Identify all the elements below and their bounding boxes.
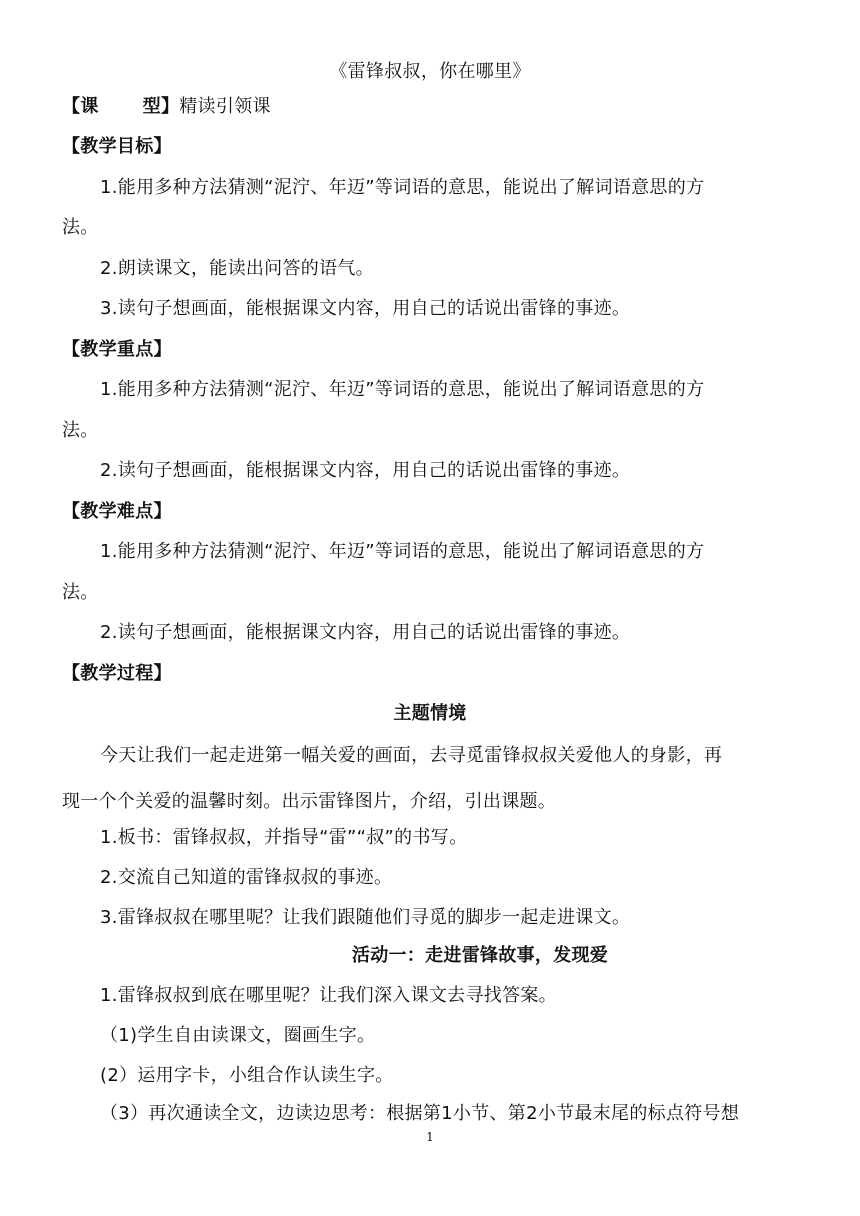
- course-type-bracket-close: 】: [160, 96, 180, 117]
- intro-line-1: 今天让我们一起走进第一幅关爱的画面，去寻觅雷锋叔叔关爱他人的身影，再: [100, 745, 723, 766]
- intro-line-2: 现一个个关爱的温馨时刻。出示雷锋图片，介绍，引出课题。: [62, 791, 557, 812]
- objective-item-1-line2: 法。: [62, 217, 99, 238]
- activity-1-title: 活动一：走进雷锋故事，发现爱: [351, 945, 609, 966]
- difficulties-heading: 【教学难点】: [62, 501, 172, 522]
- objective-item-1-line1: 1.能用多种方法猜测“泥泞、年迈”等词语的意思，能说出了解词语意思的方: [100, 177, 705, 198]
- process-step-2: 2.交流自己知道的雷锋叔叔的事迹。: [100, 867, 393, 888]
- process-step-3: 3.雷锋叔叔在哪里呢？让我们跟随他们寻觅的脚步一起走进课文。: [100, 907, 631, 928]
- key-point-item-1-line1: 1.能用多种方法猜测“泥泞、年迈”等词语的意思，能说出了解词语意思的方: [100, 379, 705, 400]
- activity-1-sub-2: (2）运用字卡，小组合作认读生字。: [100, 1065, 394, 1086]
- course-type-line: [62, 95, 271, 119]
- course-type-value: 精读引领课: [179, 96, 271, 117]
- document-title: 《雷锋叔叔，你在哪里》: [329, 61, 531, 82]
- objectives-heading: 【教学目标】: [62, 136, 172, 157]
- activity-1-sub-1: （1)学生自由读课文，圈画生字。: [100, 1025, 376, 1046]
- course-type-bracket-open: 【: [62, 96, 81, 117]
- objective-item-2: 2.朗读课文，能读出问答的语气。: [100, 258, 374, 279]
- process-heading: 【教学过程】: [62, 663, 172, 684]
- difficulty-item-2: 2.读句子想画面，能根据课文内容，用自己的话说出雷锋的事迹。: [100, 622, 631, 643]
- difficulty-item-1-line2: 法。: [62, 582, 99, 603]
- key-point-item-2: 2.读句子想画面，能根据课文内容，用自己的话说出雷锋的事迹。: [100, 460, 631, 481]
- process-step-1: 1.板书：雷锋叔叔，并指导“雷”“叔”的书写。: [100, 827, 468, 848]
- course-type-char2: 型: [142, 96, 161, 117]
- page-number: 1: [426, 1130, 434, 1144]
- key-point-item-1-line2: 法。: [62, 420, 99, 441]
- difficulty-item-1-line1: 1.能用多种方法猜测“泥泞、年迈”等词语的意思，能说出了解词语意思的方: [100, 541, 705, 562]
- objective-item-3: 3.读句子想画面，能根据课文内容，用自己的话说出雷锋的事迹。: [100, 298, 631, 319]
- key-points-heading: 【教学重点】: [62, 339, 172, 360]
- theme-title: 主题情境: [393, 703, 467, 724]
- activity-1-step-1: 1.雷锋叔叔到底在哪里呢？让我们深入课文去寻找答案。: [100, 985, 557, 1006]
- activity-1-sub-3: （3）再次通读全文，边读边思考：根据第1小节、第2小节最末尾的标点符号想: [100, 1103, 740, 1124]
- course-type-char1: 课: [80, 96, 99, 117]
